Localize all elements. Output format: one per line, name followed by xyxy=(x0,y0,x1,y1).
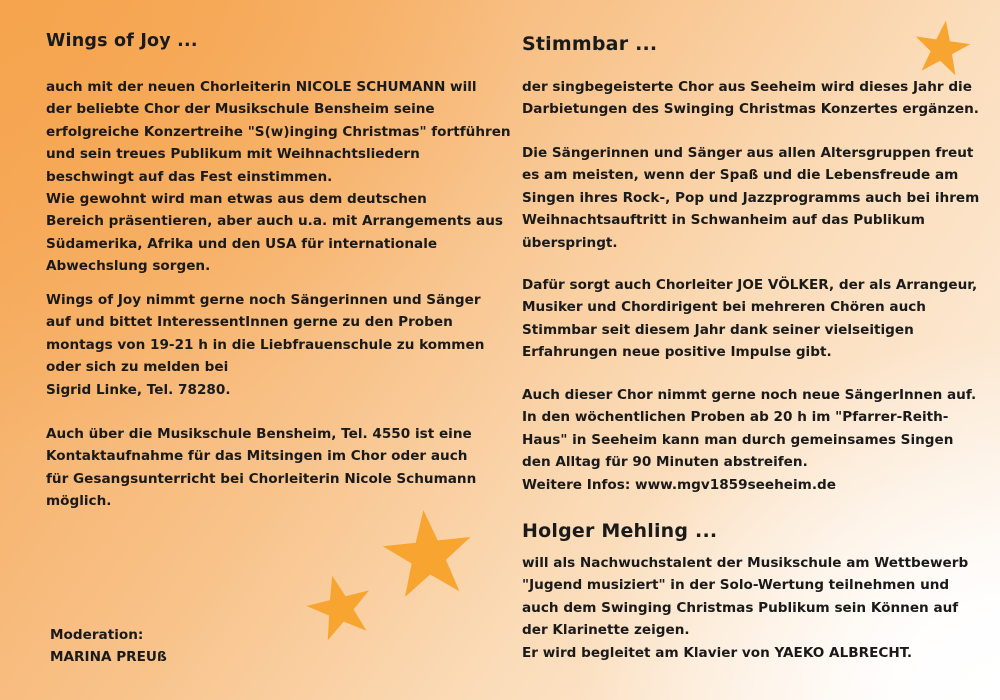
text-line: montags von 19-21 h in die Liebfrauenschule zu kommen xyxy=(46,336,485,353)
star-icon xyxy=(298,565,383,650)
text-line: "Jugend musiziert" in der Solo-Wertung teilnehmen und xyxy=(522,577,950,594)
text-line: es am meisten, wenn der Spaß und die Lebensfreude am xyxy=(522,167,959,184)
contact-line: Sigrid Linke, Tel. 78280. xyxy=(46,381,231,398)
text-line: und sein treues Publikum mit Weihnachtsliedern xyxy=(46,146,420,163)
text-line: Abwechslung sorgen. xyxy=(46,258,211,275)
moderation-label: Moderation: xyxy=(50,627,144,643)
text-line: Auch dieser Chor nimmt gerne noch neue SängerInnen auf. xyxy=(522,387,977,403)
wings-of-joy-intro xyxy=(46,76,511,278)
text-line: Die Sängerinnen und Sänger aus allen Altersgruppen freut xyxy=(522,145,974,161)
text-line: für Gesangsunterricht bei Chorleiterin Nicole Schumann xyxy=(46,470,477,487)
text-line: Dafür sorgt auch Chorleiter JOE VÖLKER, der als Arrangeur, xyxy=(522,277,978,293)
wings-of-joy-contact xyxy=(46,423,476,513)
wings-of-joy-invitation xyxy=(46,289,484,401)
star-icon xyxy=(908,14,976,82)
text-line: der beliebte Chor der Musikschule Bensheim seine xyxy=(46,101,435,118)
text-line: Weihnachtsauftritt in Schwanheim auf das Publikum xyxy=(522,212,925,229)
text-line: Wings of Joy nimmt gerne noch Sängerinnen und Sänger xyxy=(46,292,481,308)
stimmbar-invitation xyxy=(522,384,976,496)
text-line: den Alltag für 90 Minuten abstreifen. xyxy=(522,454,808,471)
text-line: Auch über die Musikschule Bensheim, Tel. 4550 ist eine xyxy=(46,426,472,442)
text-line: Singen ihres Rock-, Pop und Jazzprogramms auch bei ihrem xyxy=(522,189,980,206)
text-line: Er wird begleitet am Klavier von YAEKO ALBRECHT. xyxy=(522,644,913,661)
text-line: erfolgreiche Konzertreihe "S(w)inging Christmas" fortführen xyxy=(46,123,511,140)
text-line: der Klarinette zeigen. xyxy=(522,622,690,639)
stimmbar-intro xyxy=(522,76,979,121)
text-line: Bereich präsentieren, aber auch u.a. mit Arrangements aus xyxy=(46,213,504,230)
stimmbar-description xyxy=(522,142,979,254)
text-line: der singbegeisterte Chor aus Seeheim wird dieses Jahr die xyxy=(522,79,972,95)
text-line: Musiker und Chordirigent bei mehreren Chören auch xyxy=(522,299,926,316)
moderator-name: MARINA PREUß xyxy=(50,649,167,666)
text-line: will als Nachwuchstalent der Musikschule am Wettbewerb xyxy=(522,555,969,571)
moderation-credit xyxy=(50,624,167,669)
text-line: Darbietungen des Swinging Christmas Konzertes ergänzen. xyxy=(522,101,979,118)
stimmbar-conductor xyxy=(522,274,977,364)
section-title-stimmbar: Stimmbar ... xyxy=(522,33,658,55)
text-line: oder sich zu melden bei xyxy=(46,359,229,376)
text-line: auch dem Swinging Christmas Publikum sein Können auf xyxy=(522,599,959,616)
text-line: In den wöchentlichen Proben ab 20 h im "Pfarrer-Reith- xyxy=(522,409,949,426)
text-line: Erfahrungen neue positive Impulse gibt. xyxy=(522,344,832,361)
text-line: Wie gewohnt wird man etwas aus dem deutschen xyxy=(46,191,427,208)
text-line: Stimmbar seit diesem Jahr dank seiner vielseitigen xyxy=(522,321,914,338)
holger-mehling-description xyxy=(522,552,968,664)
star-icon xyxy=(375,501,481,607)
text-line: Kontaktaufnahme für das Mitsingen im Chor oder auch xyxy=(46,448,468,465)
website-line: Weitere Infos: www.mgv1859seeheim.de xyxy=(522,476,836,493)
text-line: auf und bittet InteressentInnen gerne zu den Proben xyxy=(46,314,453,331)
text-line: Haus" in Seeheim kann man durch gemeinsames Singen xyxy=(522,431,954,448)
text-line: Südamerika, Afrika und den USA für internationale xyxy=(46,235,438,252)
text-line: auch mit der neuen Chorleiterin NICOLE SCHUMANN will xyxy=(46,79,477,95)
text-line: möglich. xyxy=(46,493,112,510)
section-title-holger-mehling: Holger Mehling ... xyxy=(522,520,718,542)
section-title-wings-of-joy: Wings of Joy ... xyxy=(46,31,198,51)
text-line: überspringt. xyxy=(522,234,618,251)
text-line: beschwingt auf das Fest einstimmen. xyxy=(46,168,333,185)
